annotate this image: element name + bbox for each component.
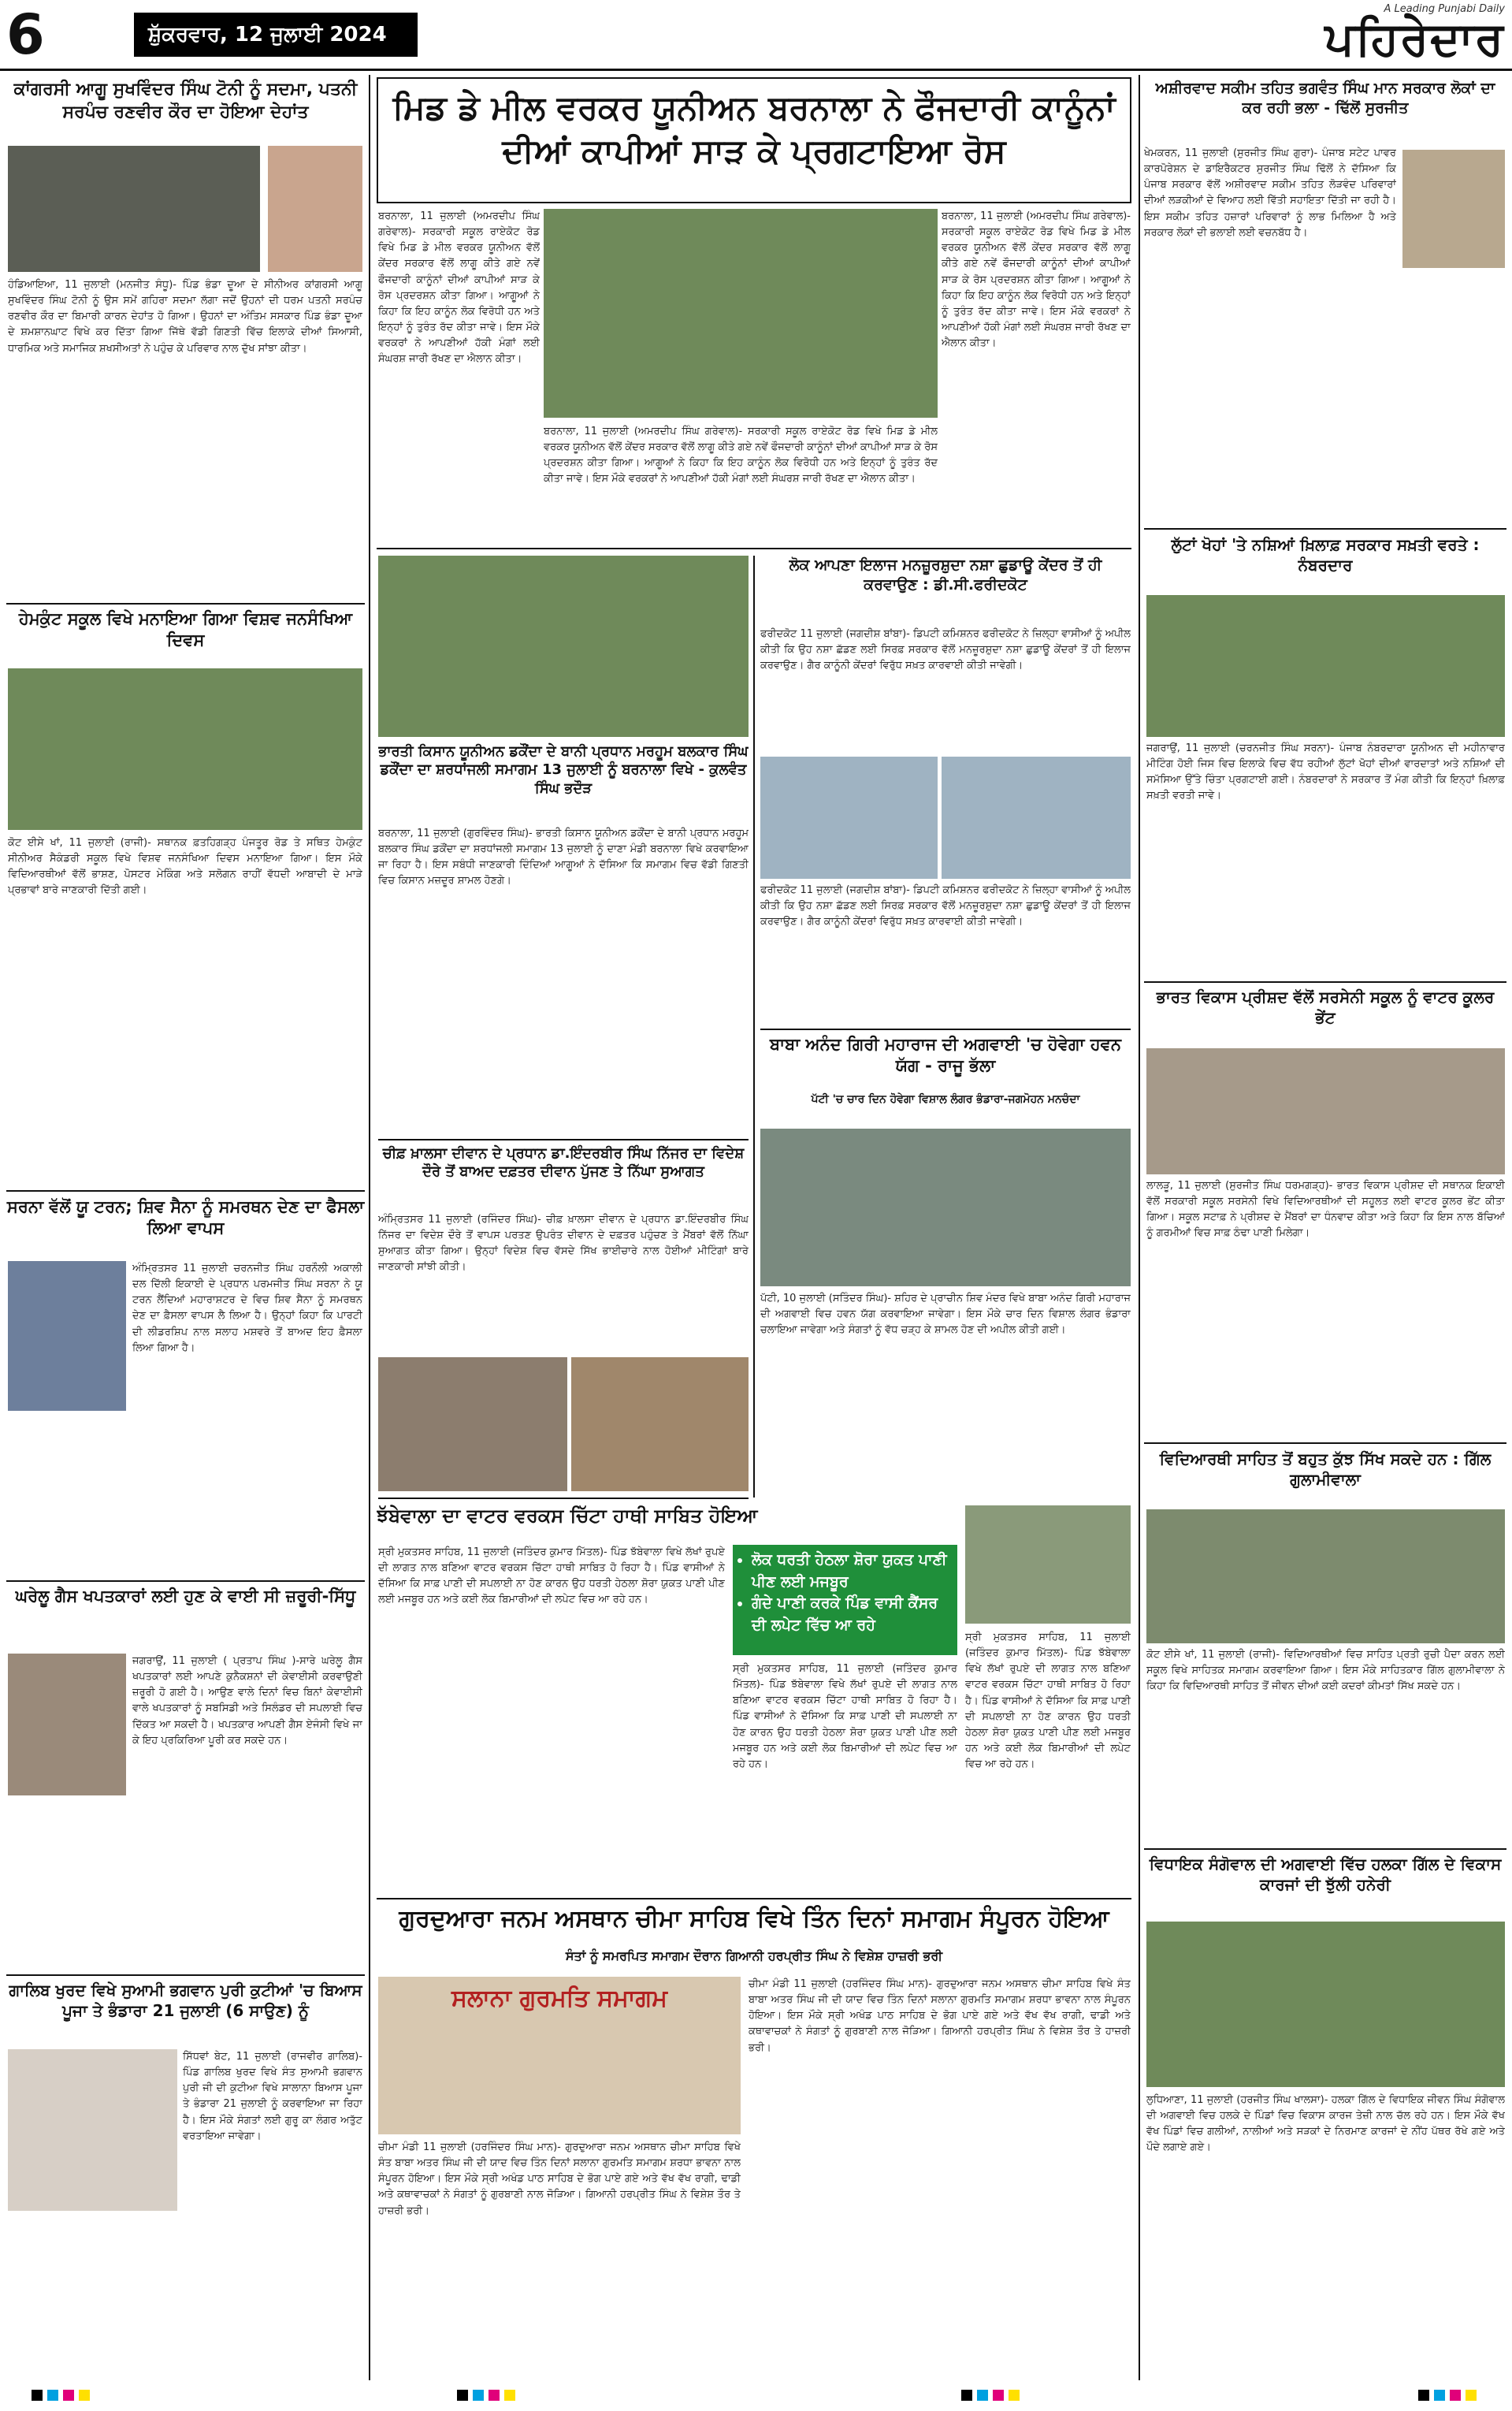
registration-mark <box>961 2390 972 2401</box>
headline-gas: ਘਰੇਲੂ ਗੈਸ ਖਪਤਕਾਰਾਂ ਲਈ ਹੁਣ ਕੇ ਵਾਈ ਸੀ ਜ਼ਰੂਰੀ-ਸਿੱਧੂ <box>15 1587 356 1605</box>
photo-sidhu <box>8 1654 126 1795</box>
photo-building <box>760 757 938 879</box>
story-rule <box>1144 981 1506 983</box>
photo-sarna <box>8 1261 126 1411</box>
photo-water-tank <box>965 1505 1131 1624</box>
story-rule <box>760 1029 1131 1030</box>
story-rule <box>377 1898 1131 1899</box>
headline-gurdwara: ਗੁਰਦੁਆਰਾ ਜਨਮ ਅਸਥਾਨ ਚੀਮਾ ਸਾਹਿਬ ਵਿਖੇ ਤਿੰਨ ਦਿਨਾਂ ਸਮਾਗਮ ਸੰਪੂਰਨ ਹੋਇਆ <box>399 1905 1109 1933</box>
registration-mark <box>63 2390 74 2401</box>
story-body: ਜਗਰਾਉਂ, 11 ਜੁਲਾਈ ( ਪ੍ਰਤਾਪ ਸਿੰਘ )-ਸਾਰੇ ਘਰੇਲੂ ਗੈਸ ਖਪਤਕਾਰਾਂ ਲਈ ਆਪਣੇ ਕੁਨੈਕਸ਼ਨਾਂ ਦੀ ਕੇਵਾਈਸੀ ਕਰਵਾਉਣੀ ਜ਼ਰੂਰੀ ਹੋ ਗਈ ਹੈ। ਆਉਣ ਵਾਲੇ ਦਿਨਾਂ ਵਿਚ ਬਿਨਾਂ ਕੇਵਾਈਸੀ ਵਾਲੇ ਖਪਤਕਾਰਾਂ ਨੂੰ ਸਬਸਿਡੀ ਅਤੇ ਸਿਲੰਡਰ ਦੀ ਸਪਲਾਈ ਵਿਚ ਦਿੱਕਤ ਆ ਸਕਦੀ ਹੈ। ਖਪਤਕਾਰ ਆਪਣੀ ਗੈਸ ਏਜੰਸੀ ਵਿਖੇ ਜਾ ਕੇ ਇਹ ਪ੍ਰਕਿਰਿਆ ਪੂਰੀ ਕਰ ਸਕਦੇ ਹਨ। <box>132 1655 362 1747</box>
photo-welcome-2 <box>571 1357 749 1491</box>
story-body: ਅੰਮ੍ਰਿਤਸਰ 11 ਜੁਲਾਈ ਚਰਨਜੀਤ ਸਿੰਘ ਹਰਨੌਲੀ ਅਕਾਲੀ ਦਲ ਦਿੱਲੀ ਇਕਾਈ ਦੇ ਪ੍ਰਧਾਨ ਪਰਮਜੀਤ ਸਿੰਘ ਸਰਨਾ ਨੇ ਯੂ ਟਰਨ ਲੈਂਦਿਆਂ ਮਹਾਰਾਸ਼ਟਰ ਦੇ ਵਿਚ ਸ਼ਿਵ ਸੈਨਾ ਨੂੰ ਸਮਰਥਨ ਦੇਣ ਦਾ ਫ਼ੈਸਲਾ ਵਾਪਸ ਲੈ ਲਿਆ ਹੈ। ਉਨ੍ਹਾਂ ਕਿਹਾ ਕਿ ਪਾਰਟੀ ਦੀ ਲੀਡਰਸ਼ਿਪ ਨਾਲ ਸਲਾਹ ਮਸ਼ਵਰੇ ਤੋਂ ਬਾਅਦ ਇਹ ਫ਼ੈਸਲਾ ਲਿਆ ਗਿਆ ਹੈ। <box>132 1263 362 1354</box>
page-number: 6 <box>6 2 45 67</box>
story-body: ਸਿੱਧਵਾਂ ਬੇਟ, 11 ਜੁਲਾਈ (ਰਾਜਵੀਰ ਗਾਲਿਬ)- ਪਿੰਡ ਗਾਲਿਬ ਖੁਰਦ ਵਿਖੇ ਸੰਤ ਸੁਆਮੀ ਭਗਵਾਨ ਪੁਰੀ ਜੀ ਦੀ ਕੁਟੀਆ ਵਿਖੇ ਸਾਲਾਨਾ ਬਿਆਸ ਪੂਜਾ ਤੇ ਭੰਡਾਰਾ 21 ਜੁਲਾਈ ਨੂੰ ਕਰਵਾਇਆ ਜਾ ਰਿਹਾ ਹੈ। ਇਸ ਮੌਕੇ ਸੰਗਤਾਂ ਲਈ ਗੁਰੂ ਕਾ ਲੰਗਰ ਅਤੁੱਟ ਵਰਤਾਇਆ ਜਾਵੇਗਾ। <box>183 2051 362 2142</box>
photo-meeting <box>760 1129 1131 1286</box>
headline-students: ਵਿਦਿਆਰਥੀ ਸਾਹਿਤ ਤੋਂ ਬਹੁਤ ਕੁੱਝ ਸਿੱਖ ਸਕਦੇ ਹਨ : ਗਿੱਲ ਗੁਲਾਮੀਵਾਲਾ <box>1159 1449 1492 1489</box>
highlight-item: • ਗੰਦੇ ਪਾਣੀ ਕਰਕੇ ਪਿੰਡ ਵਾਸੀ ਕੈਂਸਰ ਦੀ ਲਪੇਟ ਵਿੱਚ ਆ ਰਹੇ <box>752 1593 957 1636</box>
story-rule <box>378 1498 749 1499</box>
print-registration-bar <box>0 2380 1512 2411</box>
headline-khalsa-diwan: ਚੀਫ਼ ਖ਼ਾਲਸਾ ਦੀਵਾਨ ਦੇ ਪ੍ਰਧਾਨ ਡਾ.ਇੰਦਰਬੀਰ ਸਿੰਘ ਨਿੱਜਰ ਦਾ ਵਿਦੇਸ਼ ਦੌਰੇ ਤੋਂ ਬਾਅਦ ਦਫ਼ਤਰ ਦੀਵਾਨ ਪੁੱਜਣ ਤੇ ਨਿੱਘਾ ਸੁਆਗਤ <box>382 1145 745 1181</box>
story-body: ਬਰਨਾਲਾ, 11 ਜੁਲਾਈ (ਅਮਰਦੀਪ ਸਿੰਘ ਗਰੇਵਾਲ)- ਸਰਕਾਰੀ ਸਕੂਲ ਰਾਏਕੋਟ ਰੋਡ ਵਿਖੇ ਮਿਡ ਡੇ ਮੀਲ ਵਰਕਰ ਯੂਨੀਅਨ ਵੱਲੋਂ ਕੇਂਦਰ ਸਰਕਾਰ ਵੱਲੋਂ ਲਾਗੂ ਕੀਤੇ ਗਏ ਨਵੇਂ ਫੌਜਦਾਰੀ ਕਾਨੂੰਨਾਂ ਦੀਆਂ ਕਾਪੀਆਂ ਸਾੜ ਕੇ ਰੋਸ ਪ੍ਰਦਰਸ਼ਨ ਕੀਤਾ ਗਿਆ। ਆਗੂਆਂ ਨੇ ਕਿਹਾ ਕਿ ਇਹ ਕਾਨੂੰਨ ਲੋਕ ਵਿਰੋਧੀ ਹਨ ਅਤੇ ਇਨ੍ਹਾਂ ਨੂੰ ਤੁਰੰਤ ਰੱਦ ਕੀਤਾ ਜਾਵੇ। ਇਸ ਮੌਕੇ ਵਰਕਰਾਂ ਨੇ ਆਪਣੀਆਂ ਹੱਕੀ ਮੰਗਾਂ ਲਈ ਸੰਘਰਸ਼ ਜਾਰੀ ਰੱਖਣ ਦਾ ਐਲਾਨ ਕੀਤਾ। <box>378 210 540 366</box>
headline-bkd: ਭਾਰਤੀ ਕਿਸਾਨ ਯੂਨੀਅਨ ਡਕੌਂਦਾ ਦੇ ਬਾਨੀ ਪ੍ਰਧਾਨ ਮਰਹੂਮ ਬਲਕਾਰ ਸਿੰਘ ਡਕੌਂਦਾ ਦਾ ਸ਼ਰਧਾਂਜਲੀ ਸਮਾਗਮ 13 ਜੁਲਾਈ ਨੂੰ ਬਰਨਾਲਾ ਵਿਖੇ - ਕੁਲਵੰਤ ਸਿੰਘ ਭਦੌੜ <box>378 743 749 797</box>
registration-mark <box>1418 2390 1429 2401</box>
photo-welcome <box>378 1357 567 1491</box>
story-body: ਅੰਮ੍ਰਿਤਸਰ 11 ਜੁਲਾਈ (ਰਜਿੰਦਰ ਸਿੰਘ)- ਚੀਫ਼ ਖ਼ਾਲਸਾ ਦੀਵਾਨ ਦੇ ਪ੍ਰਧਾਨ ਡਾ.ਇੰਦਰਬੀਰ ਸਿੰਘ ਨਿੱਜਰ ਦਾ ਵਿਦੇਸ਼ ਦੌਰੇ ਤੋਂ ਵਾਪਸ ਪਰਤਣ ਉਪਰੰਤ ਦੀਵਾਨ ਦੇ ਦਫ਼ਤਰ ਪਹੁੰਚਣ ਤੇ ਮੈਂਬਰਾਂ ਵੱਲੋਂ ਨਿੱਘਾ ਸੁਆਗਤ ਕੀਤਾ ਗਿਆ। ਉਨ੍ਹਾਂ ਵਿਦੇਸ਼ ਵਿਚ ਵੱਸਦੇ ਸਿੱਖ ਭਾਈਚਾਰੇ ਨਾਲ ਹੋਈਆਂ ਮੀਟਿੰਗਾਂ ਬਾਰੇ ਜਾਣਕਾਰੀ ਸਾਂਝੀ ਕੀਤੀ। <box>378 1214 749 1274</box>
headline-ashirwad: ਅਸ਼ੀਰਵਾਦ ਸਕੀਮ ਤਹਿਤ ਭਗਵੰਤ ਸਿੰਘ ਮਾਨ ਸਰਕਾਰ ਲੋਕਾਂ ਦਾ ਕਰ ਰਹੀ ਭਲਾ - ਢਿੱਲੋਂ ਸੁਰਜੀਤ <box>1155 80 1495 117</box>
registration-mark <box>1450 2390 1461 2401</box>
story-rule <box>6 1190 365 1192</box>
registration-mark <box>1466 2390 1477 2401</box>
headline-hemkunt: ਹੇਮਕੁੰਟ ਸਕੂਲ ਵਿਖੇ ਮਨਾਇਆ ਗਿਆ ਵਿਸ਼ਵ ਜਨਸੰਖਿਆ ਦਿਵਸ <box>18 609 353 650</box>
registration-mark <box>504 2390 515 2401</box>
samagam-banner: ਸਲਾਨਾ ਗੁਰਮਤਿ ਸਮਾਗਮ <box>451 1985 668 2012</box>
story-rule <box>6 603 365 605</box>
story-body: ਕੋਟ ਈਸੇ ਖਾਂ, 11 ਜੁਲਾਈ (ਰਾਜੀ)- ਵਿਦਿਆਰਥੀਆਂ ਵਿਚ ਸਾਹਿਤ ਪ੍ਰਤੀ ਰੁਚੀ ਪੈਦਾ ਕਰਨ ਲਈ ਸਕੂਲ ਵਿਖੇ ਸਾਹਿਤਕ ਸਮਾਗਮ ਕਰਵਾਇਆ ਗਿਆ। ਇਸ ਮੌਕੇ ਸਾਹਿਤਕਾਰ ਗਿੱਲ ਗੁਲਾਮੀਵਾਲਾ ਨੇ ਕਿਹਾ ਕਿ ਵਿਦਿਆਰਥੀ ਸਾਹਿਤ ਤੋਂ ਜੀਵਨ ਦੀਆਂ ਕਈ ਕਦਰਾਂ ਕੀਮਤਾਂ ਸਿੱਖ ਸਕਦੇ ਹਨ। <box>1146 1649 1505 1693</box>
lead-headline-box <box>377 77 1131 203</box>
registration-mark <box>32 2390 43 2401</box>
story-rule <box>1144 1442 1506 1444</box>
photo-portrait <box>268 146 362 272</box>
story-body: ਚੀਮਾ ਮੰਡੀ 11 ਜੁਲਾਈ (ਹਰਜਿੰਦਰ ਸਿੰਘ ਮਾਨ)- ਗੁਰਦੁਆਰਾ ਜਨਮ ਅਸਥਾਨ ਚੀਮਾ ਸਾਹਿਬ ਵਿਖੇ ਸੰਤ ਬਾਬਾ ਅਤਰ ਸਿੰਘ ਜੀ ਦੀ ਯਾਦ ਵਿਚ ਤਿੰਨ ਦਿਨਾਂ ਸਲਾਨਾ ਗੁਰਮਤਿ ਸਮਾਗਮ ਸ਼ਰਧਾ ਭਾਵਨਾ ਨਾਲ ਸੰਪੂਰਨ ਹੋਇਆ। ਇਸ ਮੌਕੇ ਸ੍ਰੀ ਅਖੰਡ ਪਾਠ ਸਾਹਿਬ ਦੇ ਭੋਗ ਪਾਏ ਗਏ ਅਤੇ ਵੱਖ ਵੱਖ ਰਾਗੀ, ਢਾਡੀ ਅਤੇ ਕਥਾਵਾਚਕਾਂ ਨੇ ਸੰਗਤਾਂ ਨੂੰ ਗੁਰਬਾਣੀ ਨਾਲ ਜੋੜਿਆ। ਗਿਆਨੀ ਹਰਪ੍ਰੀਤ ਸਿੰਘ ਨੇ ਵਿਸ਼ੇਸ਼ ਤੌਰ ਤੇ ਹਾਜ਼ਰੀ ਭਰੀ। <box>749 1978 1131 2054</box>
story-body: ਸ੍ਰੀ ਮੁਕਤਸਰ ਸਾਹਿਬ, 11 ਜੁਲਾਈ (ਜਤਿੰਦਰ ਕੁਮਾਰ ਮਿੱਤਲ)- ਪਿੰਡ ਝੱਬੇਵਾਲਾ ਵਿਖੇ ਲੱਖਾਂ ਰੁਪਏ ਦੀ ਲਾਗਤ ਨਾਲ ਬਣਿਆ ਵਾਟਰ ਵਰਕਸ ਚਿੱਟਾ ਹਾਥੀ ਸਾਬਿਤ ਹੋ ਰਿਹਾ ਹੈ। ਪਿੰਡ ਵਾਸੀਆਂ ਨੇ ਦੱਸਿਆ ਕਿ ਸਾਫ਼ ਪਾਣੀ ਦੀ ਸਪਲਾਈ ਨਾ ਹੋਣ ਕਾਰਨ ਉਹ ਧਰਤੀ ਹੇਠਲਾ ਸ਼ੋਰਾ ਯੁਕਤ ਪਾਣੀ ਪੀਣ ਲਈ ਮਜਬੂਰ ਹਨ ਅਤੇ ਕਈ ਲੋਕ ਬਿਮਾਰੀਆਂ ਦੀ ਲਪੇਟ ਵਿਚ ਆ ਰਹੇ ਹਨ। <box>378 1546 725 1606</box>
registration-mark <box>473 2390 484 2401</box>
photo-swami <box>8 2049 177 2211</box>
story-body: ਕੋਟ ਈਸੇ ਖਾਂ, 11 ਜੁਲਾਈ (ਰਾਜੀ)- ਸਥਾਨਕ ਫ਼ਤਹਿਗੜ੍ਹ ਪੰਜਤੂਰ ਰੋਡ ਤੇ ਸਥਿਤ ਹੇਮਕੁੰਟ ਸੀਨੀਅਰ ਸੈਕੰਡਰੀ ਸਕੂਲ ਵਿਖੇ ਵਿਸ਼ਵ ਜਨਸੰਖਿਆ ਦਿਵਸ ਮਨਾਇਆ ਗਿਆ। ਇਸ ਮੌਕੇ ਵਿਦਿਆਰਥੀਆਂ ਵੱਲੋਂ ਭਾਸ਼ਣ, ਪੋਸਟਰ ਮੇਕਿੰਗ ਅਤੇ ਸਲੋਗਨ ਰਾਹੀਂ ਵੱਧਦੀ ਆਬਾਦੀ ਦੇ ਮਾੜੇ ਪ੍ਰਭਾਵਾਂ ਬਾਰੇ ਜਾਣਕਾਰੀ ਦਿੱਤੀ ਗਈ। <box>8 837 362 897</box>
headline-loot: ਲੁੱਟਾਂ ਖੋਹਾਂ 'ਤੇ ਨਸ਼ਿਆਂ ਖ਼ਿਲਾਫ਼ ਸਰਕਾਰ ਸਖ਼ਤੀ ਵਰਤੇ : ਨੰਬਰਦਾਰ <box>1171 535 1480 575</box>
registration-mark <box>1434 2390 1445 2401</box>
story-rule <box>1144 1848 1506 1850</box>
story-body: ਲਾਲੜੂ, 11 ਜੁਲਾਈ (ਸੁਰਜੀਤ ਸਿੰਘ ਧਰਮਗੜ੍ਹ)- ਭਾਰਤ ਵਿਕਾਸ ਪ੍ਰੀਸ਼ਦ ਦੀ ਸਥਾਨਕ ਇਕਾਈ ਵੱਲੋਂ ਸਰਕਾਰੀ ਸਕੂਲ ਸਰਸੇਨੀ ਵਿਖੇ ਵਿਦਿਆਰਥੀਆਂ ਦੀ ਸਹੂਲਤ ਲਈ ਵਾਟਰ ਕੂਲਰ ਭੇਂਟ ਕੀਤਾ ਗਿਆ। ਸਕੂਲ ਸਟਾਫ਼ ਨੇ ਪ੍ਰੀਸ਼ਦ ਦੇ ਮੈਂਬਰਾਂ ਦਾ ਧੰਨਵਾਦ ਕੀਤਾ ਅਤੇ ਕਿਹਾ ਕਿ ਇਸ ਨਾਲ ਬੱਚਿਆਂ ਨੂੰ ਗਰਮੀਆਂ ਵਿਚ ਸਾਫ਼ ਠੰਢਾ ਪਾਣੀ ਮਿਲੇਗਾ। <box>1146 1180 1505 1240</box>
registration-mark <box>977 2390 988 2401</box>
story-body: ਸ੍ਰੀ ਮੁਕਤਸਰ ਸਾਹਿਬ, 11 ਜੁਲਾਈ (ਜਤਿੰਦਰ ਕੁਮਾਰ ਮਿੱਤਲ)- ਪਿੰਡ ਝੱਬੇਵਾਲਾ ਵਿਖੇ ਲੱਖਾਂ ਰੁਪਏ ਦੀ ਲਾਗਤ ਨਾਲ ਬਣਿਆ ਵਾਟਰ ਵਰਕਸ ਚਿੱਟਾ ਹਾਥੀ ਸਾਬਿਤ ਹੋ ਰਿਹਾ ਹੈ। ਪਿੰਡ ਵਾਸੀਆਂ ਨੇ ਦੱਸਿਆ ਕਿ ਸਾਫ਼ ਪਾਣੀ ਦੀ ਸਪਲਾਈ ਨਾ ਹੋਣ ਕਾਰਨ ਉਹ ਧਰਤੀ ਹੇਠਲਾ ਸ਼ੋਰਾ ਯੁਕਤ ਪਾਣੀ ਪੀਣ ਲਈ ਮਜਬੂਰ ਹਨ ਅਤੇ ਕਈ ਲੋਕ ਬਿਮਾਰੀਆਂ ਦੀ ਲਪੇਟ ਵਿਚ ਆ ਰਹੇ ਹਨ। <box>733 1663 957 1770</box>
story-rule <box>1144 528 1506 530</box>
story-body: ਖੇਮਕਰਨ, 11 ਜੁਲਾਈ (ਸੁਰਜੀਤ ਸਿੰਘ ਗੁਰਾ)- ਪੰਜਾਬ ਸਟੇਟ ਪਾਵਰ ਕਾਰਪੋਰੇਸ਼ਨ ਦੇ ਡਾਇਰੈਕਟਰ ਸੁਰਜੀਤ ਸਿੰਘ ਢਿੱਲੋਂ ਨੇ ਦੱਸਿਆ ਕਿ ਪੰਜਾਬ ਸਰਕਾਰ ਵੱਲੋਂ ਅਸ਼ੀਰਵਾਦ ਸਕੀਮ ਤਹਿਤ ਲੋੜਵੰਦ ਪਰਿਵਾਰਾਂ ਦੀਆਂ ਲੜਕੀਆਂ ਦੇ ਵਿਆਹ ਲਈ ਵਿੱਤੀ ਸਹਾਇਤਾ ਦਿੱਤੀ ਜਾ ਰਹੀ ਹੈ। ਇਸ ਸਕੀਮ ਤਹਿਤ ਹਜ਼ਾਰਾਂ ਪਰਿਵਾਰਾਂ ਨੂੰ ਲਾਭ ਮਿਲਿਆ ਹੈ ਅਤੇ ਸਰਕਾਰ ਲੋਕਾਂ ਦੀ ਭਲਾਈ ਲਈ ਵਚਨਬੱਧ ਹੈ। <box>1144 147 1396 239</box>
headline-galib: ਗਾਲਿਬ ਖੁਰਦ ਵਿਖੇ ਸੁਆਮੀ ਭਗਵਾਨ ਪੁਰੀ ਕੁਟੀਆਂ 'ਚ ਬਿਆਸ ਪੂਜਾ ਤੇ ਭੰਡਾਰਾ 21 ਜੁਲਾਈ (6 ਸਾਉਣ) ਨੂੰ <box>9 1981 362 2020</box>
subhead-gurdwara: ਸੰਤਾਂ ਨੂੰ ਸਮਰਪਿਤ ਸਮਾਗਮ ਦੌਰਾਨ ਗਿਆਨੀ ਹਰਪ੍ਰੀਤ ਸਿੰਘ ਨੇ ਵਿਸ਼ੇਸ਼ ਹਾਜ਼ਰੀ ਭਰੀ <box>565 1948 943 1963</box>
headline-mla-gill: ਵਿਧਾਇਕ ਸੰਗੋਵਾਲ ਦੀ ਅਗਵਾਈ ਵਿੱਚ ਹਲਕਾ ਗਿੱਲ ਦੇ ਵਿਕਾਸ ਕਾਰਜਾਂ ਦੀ ਝੁੱਲੀ ਹਨੇਰੀ <box>1149 1855 1502 1894</box>
photo-cremation <box>8 146 260 272</box>
photo-protest <box>544 209 938 418</box>
registration-mark <box>993 2390 1004 2401</box>
story-body: ਜਗਰਾਉਂ, 11 ਜੁਲਾਈ (ਚਰਨਜੀਤ ਸਿੰਘ ਸਰਨਾ)- ਪੰਜਾਬ ਨੰਬਰਦਾਰਾ ਯੂਨੀਅਨ ਦੀ ਮਹੀਨਾਵਾਰ ਮੀਟਿੰਗ ਹੋਈ ਜਿਸ ਵਿਚ ਇਲਾਕੇ ਵਿਚ ਵੱਧ ਰਹੀਆਂ ਲੁੱਟਾਂ ਖੋਹਾਂ ਦੀਆਂ ਵਾਰਦਾਤਾਂ ਅਤੇ ਨਸ਼ਿਆਂ ਦੀ ਸਮੱਸਿਆ ਉੱਤੇ ਚਿੰਤਾ ਪ੍ਰਗਟਾਈ ਗਈ। ਨੰਬਰਦਾਰਾਂ ਨੇ ਸਰਕਾਰ ਤੋਂ ਮੰਗ ਕੀਤੀ ਕਿ ਇਨ੍ਹਾਂ ਖ਼ਿਲਾਫ਼ ਸਖ਼ਤੀ ਵਰਤੀ ਜਾਵੇ। <box>1146 742 1505 802</box>
column-rule <box>369 75 370 2380</box>
photo-building-2 <box>942 757 1131 879</box>
story-body: ਬਰਨਾਲਾ, 11 ਜੁਲਾਈ (ਗੁਰਵਿੰਦਰ ਸਿੰਘ)- ਭਾਰਤੀ ਕਿਸਾਨ ਯੂਨੀਅਨ ਡਕੌਂਦਾ ਦੇ ਬਾਨੀ ਪ੍ਰਧਾਨ ਮਰਹੂਮ ਬਲਕਾਰ ਸਿੰਘ ਡਕੌਂਦਾ ਦਾ ਸ਼ਰਧਾਂਜਲੀ ਸਮਾਗਮ 13 ਜੁਲਾਈ ਨੂੰ ਦਾਣਾ ਮੰਡੀ ਬਰਨਾਲਾ ਵਿਖੇ ਕਰਵਾਇਆ ਜਾ ਰਿਹਾ ਹੈ। ਇਸ ਸਬੰਧੀ ਜਾਣਕਾਰੀ ਦਿੰਦਿਆਂ ਆਗੂਆਂ ਨੇ ਦੱਸਿਆ ਕਿ ਸਮਾਗਮ ਵਿਚ ਵੱਡੀ ਗਿਣਤੀ ਵਿਚ ਕਿਸਾਨ ਮਜ਼ਦੂਰ ਸ਼ਾਮਲ ਹੋਣਗੇ। <box>378 828 749 887</box>
photo-dhillon <box>1402 150 1505 268</box>
registration-mark <box>1009 2390 1020 2401</box>
photo-farmers-meeting <box>378 556 749 737</box>
paper-name: ਪਹਿਰੇਦਾਰ <box>1324 12 1505 65</box>
headline-midday-meal: ਮਿਡ ਡੇ ਮੀਲ ਵਰਕਰ ਯੂਨੀਅਨ ਬਰਨਾਲਾ ਨੇ ਫੌਜਦਾਰੀ ਕਾਨੂੰਨਾਂ ਦੀਆਂ ਕਾਪੀਆਂ ਸਾੜ ਕੇ ਪ੍ਰਗਟਾਇਆ ਰੋਸ <box>392 88 1116 170</box>
headline-sarna: ਸਰਨਾ ਵੱਲੋਂ ਯੂ ਟਰਨ; ਸ਼ਿਵ ਸੈਨਾ ਨੂੰ ਸਮਰਥਨ ਦੇਣ ਦਾ ਫੈਸਲਾ ਲਿਆ ਵਾਪਸ <box>6 1197 365 1238</box>
story-body: ਬਰਨਾਲਾ, 11 ਜੁਲਾਈ (ਅਮਰਦੀਪ ਸਿੰਘ ਗਰੇਵਾਲ)- ਸਰਕਾਰੀ ਸਕੂਲ ਰਾਏਕੋਟ ਰੋਡ ਵਿਖੇ ਮਿਡ ਡੇ ਮੀਲ ਵਰਕਰ ਯੂਨੀਅਨ ਵੱਲੋਂ ਕੇਂਦਰ ਸਰਕਾਰ ਵੱਲੋਂ ਲਾਗੂ ਕੀਤੇ ਗਏ ਨਵੇਂ ਫੌਜਦਾਰੀ ਕਾਨੂੰਨਾਂ ਦੀਆਂ ਕਾਪੀਆਂ ਸਾੜ ਕੇ ਰੋਸ ਪ੍ਰਦਰਸ਼ਨ ਕੀਤਾ ਗਿਆ। ਆਗੂਆਂ ਨੇ ਕਿਹਾ ਕਿ ਇਹ ਕਾਨੂੰਨ ਲੋਕ ਵਿਰੋਧੀ ਹਨ ਅਤੇ ਇਨ੍ਹਾਂ ਨੂੰ ਤੁਰੰਤ ਰੱਦ ਕੀਤਾ ਜਾਵੇ। ਇਸ ਮੌਕੇ ਵਰਕਰਾਂ ਨੇ ਆਪਣੀਆਂ ਹੱਕੀ ਮੰਗਾਂ ਲਈ ਸੰਘਰਸ਼ ਜਾਰੀ ਰੱਖਣ ਦਾ ਐਲਾਨ ਕੀਤਾ। <box>942 210 1131 350</box>
story-rule <box>378 1139 749 1140</box>
registration-mark <box>79 2390 90 2401</box>
registration-mark <box>47 2390 58 2401</box>
registration-mark <box>457 2390 468 2401</box>
story-rule <box>6 1580 365 1582</box>
headline-baba-anand: ਬਾਬਾ ਅਨੰਦ ਗਿਰੀ ਮਹਾਰਾਜ ਦੀ ਅਗਵਾਈ 'ਚ ਹੋਵੇਗਾ ਹਵਨ ਯੱਗ - ਰਾਜੂ ਭੱਲਾ <box>770 1035 1121 1076</box>
photo-school-assembly <box>8 668 362 830</box>
issue-date: ਸ਼ੁੱਕਰਵਾਰ, 12 ਜੁਲਾਈ 2024 <box>134 13 418 57</box>
headline-bvp-cooler: ਭਾਰਤ ਵਿਕਾਸ ਪ੍ਰੀਸ਼ਦ ਵੱਲੋਂ ਸਰਸੇਨੀ ਸਕੂਲ ਨੂੰ ਵਾਟਰ ਕੂਲਰ ਭੇਂਟ <box>1156 988 1495 1027</box>
photo-numberdars <box>1146 595 1505 737</box>
highlight-item: • ਲੋਕ ਧਰਤੀ ਹੇਠਲਾ ਸ਼ੋਰਾ ਯੁਕਤ ਪਾਣੀ ਪੀਣ ਲਈ ਮਜਬੂਰ <box>752 1550 957 1593</box>
story-body: ਫਰੀਦਕੋਟ 11 ਜੁਲਾਈ (ਜਗਦੀਸ਼ ਬਾਂਬਾ)- ਡਿਪਟੀ ਕਮਿਸ਼ਨਰ ਫਰੀਦਕੋਟ ਨੇ ਜ਼ਿਲ੍ਹਾ ਵਾਸੀਆਂ ਨੂੰ ਅਪੀਲ ਕੀਤੀ ਕਿ ਉਹ ਨਸ਼ਾ ਛੱਡਣ ਲਈ ਸਿਰਫ਼ ਸਰਕਾਰ ਵੱਲੋਂ ਮਨਜ਼ੂਰਸ਼ੁਦਾ ਨਸ਼ਾ ਛੁਡਾਊ ਕੇਂਦਰਾਂ ਤੋਂ ਹੀ ਇਲਾਜ ਕਰਵਾਉਣ। ਗੈਰ ਕਾਨੂੰਨੀ ਕੇਂਦਰਾਂ ਵਿਰੁੱਧ ਸਖ਼ਤ ਕਾਰਵਾਈ ਕੀਤੀ ਜਾਵੇਗੀ। <box>760 628 1131 672</box>
story-body: ਪੱਟੀ, 10 ਜੁਲਾਈ (ਸਤਿੰਦਰ ਸਿੰਘ)- ਸ਼ਹਿਰ ਦੇ ਪ੍ਰਾਚੀਨ ਸ਼ਿਵ ਮੰਦਰ ਵਿਖੇ ਬਾਬਾ ਅਨੰਦ ਗਿਰੀ ਮਹਾਰਾਜ ਦੀ ਅਗਵਾਈ ਵਿਚ ਹਵਨ ਯੱਗ ਕਰਵਾਇਆ ਜਾਵੇਗਾ। ਇਸ ਮੌਕੇ ਚਾਰ ਦਿਨ ਵਿਸ਼ਾਲ ਲੰਗਰ ਭੰਡਾਰਾ ਚਲਾਇਆ ਜਾਵੇਗਾ ਅਤੇ ਸੰਗਤਾਂ ਨੂੰ ਵੱਧ ਚੜ੍ਹ ਕੇ ਸ਼ਾਮਲ ਹੋਣ ਦੀ ਅਪੀਲ ਕੀਤੀ ਗਈ। <box>760 1293 1131 1337</box>
registration-mark <box>489 2390 500 2401</box>
photo-literature <box>1146 1509 1505 1643</box>
headline-drug-centers: ਲੋਕ ਆਪਣਾ ਇਲਾਜ ਮਨਜ਼ੂਰਸ਼ੁਦਾ ਨਸ਼ਾ ਛੁਡਾਊ ਕੇਂਦਰ ਤੋਂ ਹੀ ਕਰਵਾਉਣ : ਡੀ.ਸੀ.ਫਰੀਦਕੋਟ <box>789 556 1102 593</box>
column-rule <box>753 556 755 1498</box>
masthead <box>1135 3 1505 66</box>
story-body: ਚੀਮਾ ਮੰਡੀ 11 ਜੁਲਾਈ (ਹਰਜਿੰਦਰ ਸਿੰਘ ਮਾਨ)- ਗੁਰਦੁਆਰਾ ਜਨਮ ਅਸਥਾਨ ਚੀਮਾ ਸਾਹਿਬ ਵਿਖੇ ਸੰਤ ਬਾਬਾ ਅਤਰ ਸਿੰਘ ਜੀ ਦੀ ਯਾਦ ਵਿਚ ਤਿੰਨ ਦਿਨਾਂ ਸਲਾਨਾ ਗੁਰਮਤਿ ਸਮਾਗਮ ਸ਼ਰਧਾ ਭਾਵਨਾ ਨਾਲ ਸੰਪੂਰਨ ਹੋਇਆ। ਇਸ ਮੌਕੇ ਸ੍ਰੀ ਅਖੰਡ ਪਾਠ ਸਾਹਿਬ ਦੇ ਭੋਗ ਪਾਏ ਗਏ ਅਤੇ ਵੱਖ ਵੱਖ ਰਾਗੀ, ਢਾਡੀ ਅਤੇ ਕਥਾਵਾਚਕਾਂ ਨੇ ਸੰਗਤਾਂ ਨੂੰ ਗੁਰਬਾਣੀ ਨਾਲ ਜੋੜਿਆ। ਗਿਆਨੀ ਹਰਪ੍ਰੀਤ ਸਿੰਘ ਨੇ ਵਿਸ਼ੇਸ਼ ਤੌਰ ਤੇ ਹਾਜ਼ਰੀ ਭਰੀ। <box>378 2141 741 2217</box>
masthead-tagline: A Leading Punjabi Daily <box>1384 3 1505 15</box>
water-works-highlight-box <box>733 1545 957 1655</box>
photo-gurmat-samagam <box>378 1977 741 2134</box>
story-body: ਹੰਡਿਆਇਆ, 11 ਜੁਲਾਈ (ਮਨਜੀਤ ਸੰਧੂ)- ਪਿੰਡ ਭੰਡਾ ਦੂਆ ਦੇ ਸੀਨੀਅਰ ਕਾਂਗਰਸੀ ਆਗੂ ਸੁਖਵਿੰਦਰ ਸਿੰਘ ਟੋਨੀ ਨੂੰ ਉਸ ਸਮੇਂ ਗਹਿਰਾ ਸਦਮਾ ਲੱਗਾ ਜਦੋਂ ਉਹਨਾਂ ਦੀ ਧਰਮ ਪਤਨੀ ਸਰਪੰਚ ਰਣਵੀਰ ਕੌਰ ਦਾ ਬਿਮਾਰੀ ਕਾਰਨ ਦੇਹਾਂਤ ਹੋ ਗਿਆ। ਉਹਨਾਂ ਦਾ ਅੰਤਿਮ ਸਸਕਾਰ ਪਿੰਡ ਭੰਡਾ ਦੂਆ ਦੇ ਸ਼ਮਸ਼ਾਨਘਾਟ ਵਿਖੇ ਕਰ ਦਿੱਤਾ ਗਿਆ ਜਿੱਥੇ ਵੱਡੀ ਗਿਣਤੀ ਵਿੱਚ ਇਲਾਕੇ ਦੀਆਂ ਸਿਆਸੀ, ਧਾਰਮਿਕ ਅਤੇ ਸਮਾਜਿਕ ਸ਼ਖਸੀਅਤਾਂ ਨੇ ਪਹੁੰਚ ਕੇ ਪਰਿਵਾਰ ਨਾਲ ਦੁੱਖ ਸਾਂਝਾ ਕੀਤਾ। <box>8 279 362 355</box>
subhead-baba-anand: ਪੱਟੀ 'ਚ ਚਾਰ ਦਿਨ ਹੋਵੇਗਾ ਵਿਸ਼ਾਲ ਲੰਗਰ ਭੰਡਾਰਾ-ਜਗਮੋਹਨ ਮਨਚੰਦਾ <box>811 1093 1080 1106</box>
headline-water-works: ਝੱਬੇਵਾਲਾ ਦਾ ਵਾਟਰ ਵਰਕਸ ਚਿੱਟਾ ਹਾਥੀ ਸਾਬਿਤ ਹੋਇਆ <box>377 1505 758 1527</box>
photo-cooler <box>1146 1048 1505 1174</box>
story-body: ਬਰਨਾਲਾ, 11 ਜੁਲਾਈ (ਅਮਰਦੀਪ ਸਿੰਘ ਗਰੇਵਾਲ)- ਸਰਕਾਰੀ ਸਕੂਲ ਰਾਏਕੋਟ ਰੋਡ ਵਿਖੇ ਮਿਡ ਡੇ ਮੀਲ ਵਰਕਰ ਯੂਨੀਅਨ ਵੱਲੋਂ ਕੇਂਦਰ ਸਰਕਾਰ ਵੱਲੋਂ ਲਾਗੂ ਕੀਤੇ ਗਏ ਨਵੇਂ ਫੌਜਦਾਰੀ ਕਾਨੂੰਨਾਂ ਦੀਆਂ ਕਾਪੀਆਂ ਸਾੜ ਕੇ ਰੋਸ ਪ੍ਰਦਰਸ਼ਨ ਕੀਤਾ ਗਿਆ। ਆਗੂਆਂ ਨੇ ਕਿਹਾ ਕਿ ਇਹ ਕਾਨੂੰਨ ਲੋਕ ਵਿਰੋਧੀ ਹਨ ਅਤੇ ਇਨ੍ਹਾਂ ਨੂੰ ਤੁਰੰਤ ਰੱਦ ਕੀਤਾ ਜਾਵੇ। ਇਸ ਮੌਕੇ ਵਰਕਰਾਂ ਨੇ ਆਪਣੀਆਂ ਹੱਕੀ ਮੰਗਾਂ ਲਈ ਸੰਘਰਸ਼ ਜਾਰੀ ਰੱਖਣ ਦਾ ਐਲਾਨ ਕੀਤਾ। <box>544 426 938 486</box>
page-header <box>0 0 1512 71</box>
story-body: ਫਰੀਦਕੋਟ 11 ਜੁਲਾਈ (ਜਗਦੀਸ਼ ਬਾਂਬਾ)- ਡਿਪਟੀ ਕਮਿਸ਼ਨਰ ਫਰੀਦਕੋਟ ਨੇ ਜ਼ਿਲ੍ਹਾ ਵਾਸੀਆਂ ਨੂੰ ਅਪੀਲ ਕੀਤੀ ਕਿ ਉਹ ਨਸ਼ਾ ਛੱਡਣ ਲਈ ਸਿਰਫ਼ ਸਰਕਾਰ ਵੱਲੋਂ ਮਨਜ਼ੂਰਸ਼ੁਦਾ ਨਸ਼ਾ ਛੁਡਾਊ ਕੇਂਦਰਾਂ ਤੋਂ ਹੀ ਇਲਾਜ ਕਰਵਾਉਣ। ਗੈਰ ਕਾਨੂੰਨੀ ਕੇਂਦਰਾਂ ਵਿਰੁੱਧ ਸਖ਼ਤ ਕਾਰਵਾਈ ਕੀਤੀ ਜਾਵੇਗੀ। <box>760 884 1131 928</box>
story-body: ਲੁਧਿਆਣਾ, 11 ਜੁਲਾਈ (ਹਰਜੀਤ ਸਿੰਘ ਖਾਲਸਾ)- ਹਲਕਾ ਗਿੱਲ ਦੇ ਵਿਧਾਇਕ ਜੀਵਨ ਸਿੰਘ ਸੰਗੋਵਾਲ ਦੀ ਅਗਵਾਈ ਵਿਚ ਹਲਕੇ ਦੇ ਪਿੰਡਾਂ ਵਿਚ ਵਿਕਾਸ ਕਾਰਜ ਤੇਜ਼ੀ ਨਾਲ ਚੱਲ ਰਹੇ ਹਨ। ਇਸ ਮੌਕੇ ਵੱਖ ਵੱਖ ਪਿੰਡਾਂ ਵਿਚ ਗਲੀਆਂ, ਨਾਲੀਆਂ ਅਤੇ ਸੜਕਾਂ ਦੇ ਨਿਰਮਾਣ ਕਾਰਜਾਂ ਦੇ ਨੀਂਹ ਪੱਥਰ ਰੱਖੇ ਗਏ ਅਤੇ ਪੌਦੇ ਲਗਾਏ ਗਏ। <box>1146 2094 1505 2154</box>
story-rule <box>6 1974 365 1976</box>
column-rule <box>1139 75 1140 2380</box>
story-rule <box>377 548 1131 549</box>
story-body: ਸ੍ਰੀ ਮੁਕਤਸਰ ਸਾਹਿਬ, 11 ਜੁਲਾਈ (ਜਤਿੰਦਰ ਕੁਮਾਰ ਮਿੱਤਲ)- ਪਿੰਡ ਝੱਬੇਵਾਲਾ ਵਿਖੇ ਲੱਖਾਂ ਰੁਪਏ ਦੀ ਲਾਗਤ ਨਾਲ ਬਣਿਆ ਵਾਟਰ ਵਰਕਸ ਚਿੱਟਾ ਹਾਥੀ ਸਾਬਿਤ ਹੋ ਰਿਹਾ ਹੈ। ਪਿੰਡ ਵਾਸੀਆਂ ਨੇ ਦੱਸਿਆ ਕਿ ਸਾਫ਼ ਪਾਣੀ ਦੀ ਸਪਲਾਈ ਨਾ ਹੋਣ ਕਾਰਨ ਉਹ ਧਰਤੀ ਹੇਠਲਾ ਸ਼ੋਰਾ ਯੁਕਤ ਪਾਣੀ ਪੀਣ ਲਈ ਮਜਬੂਰ ਹਨ ਅਤੇ ਕਈ ਲੋਕ ਬਿਮਾਰੀਆਂ ਦੀ ਲਪੇਟ ਵਿਚ ਆ ਰਹੇ ਹਨ। <box>965 1632 1131 1771</box>
photo-development <box>1146 1922 1505 2087</box>
headline-congress: ਕਾਂਗਰਸੀ ਆਗੂ ਸੁਖਵਿੰਦਰ ਸਿੰਘ ਟੋਨੀ ਨੂੰ ਸਦਮਾ, ਪਤਨੀ ਸਰਪੰਚ ਰਣਵੀਰ ਕੌਰ ਦਾ ਹੋਇਆ ਦੇਹਾਂਤ <box>13 80 358 122</box>
